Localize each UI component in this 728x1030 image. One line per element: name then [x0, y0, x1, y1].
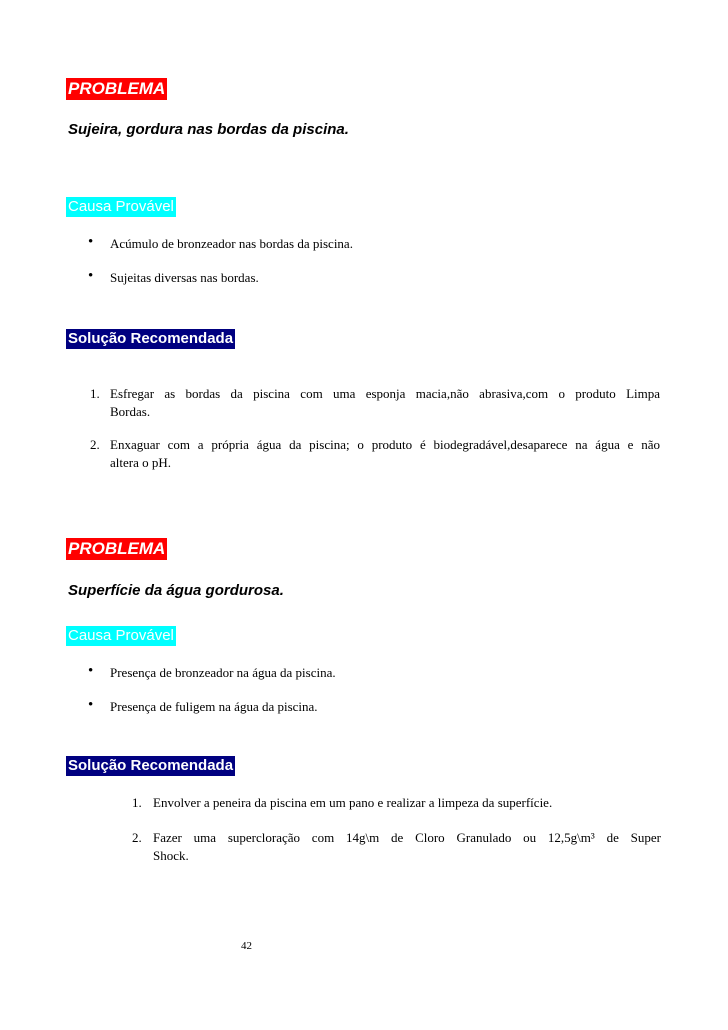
list-item: [90, 385, 660, 425]
list-item-text: Shock.: [153, 848, 189, 863]
list-item: [88, 269, 688, 287]
list-item-text: Envolver a peneira da piscina em um pano e realizar a limpeza da superfície.: [153, 795, 553, 810]
bullet-icon: •: [88, 663, 94, 679]
list-item: [88, 698, 688, 716]
list-number: 2.: [90, 437, 100, 452]
bullet-icon: •: [88, 234, 94, 250]
list-item-text: Enxaguar com a própria água da piscina; o produto é biodegradável,desaparece na água e não: [110, 437, 660, 452]
solution-heading: Solução Recomendada: [68, 330, 234, 347]
list-item-text: Esfregar as bordas da piscina com uma esponja macia,não abrasiva,com o produto Limpa: [110, 386, 660, 401]
list-item-text: Presença de bronzeador na água da piscina.: [110, 665, 336, 680]
list-item-text: altera o pH.: [110, 455, 172, 470]
list-item-text: Sujeitas diversas nas bordas.: [110, 270, 259, 285]
list-item: [90, 436, 660, 476]
list-number: 1.: [90, 386, 100, 401]
list-item: [132, 829, 662, 869]
problem-description: Superfície da água gordurosa.: [68, 582, 284, 599]
list-item: [88, 235, 688, 253]
problem-description: Sujeira, gordura nas bordas da piscina.: [68, 121, 349, 138]
list-item-text: Fazer uma supercloração com 14g\m de Cloro Granulado ou 12,5g\m³ de Super: [153, 830, 661, 845]
cause-heading: Causa Provável: [68, 198, 174, 215]
list-number: 1.: [132, 795, 142, 810]
page-number: 42: [241, 940, 252, 952]
problem-heading: PROBLEMA: [68, 79, 166, 98]
list-item: [132, 794, 662, 814]
list-item-text: Acúmulo de bronzeador nas bordas da piscina.: [110, 236, 353, 251]
problem-heading: PROBLEMA: [68, 539, 166, 558]
list-item: [88, 664, 688, 682]
list-item-text: Bordas.: [110, 404, 151, 419]
bullet-icon: •: [88, 697, 94, 713]
cause-heading: Causa Provável: [68, 627, 174, 644]
solution-heading: Solução Recomendada: [68, 757, 234, 774]
list-item-text: Presença de fuligem na água da piscina.: [110, 699, 318, 714]
bullet-icon: •: [88, 268, 94, 284]
list-number: 2.: [132, 830, 142, 845]
